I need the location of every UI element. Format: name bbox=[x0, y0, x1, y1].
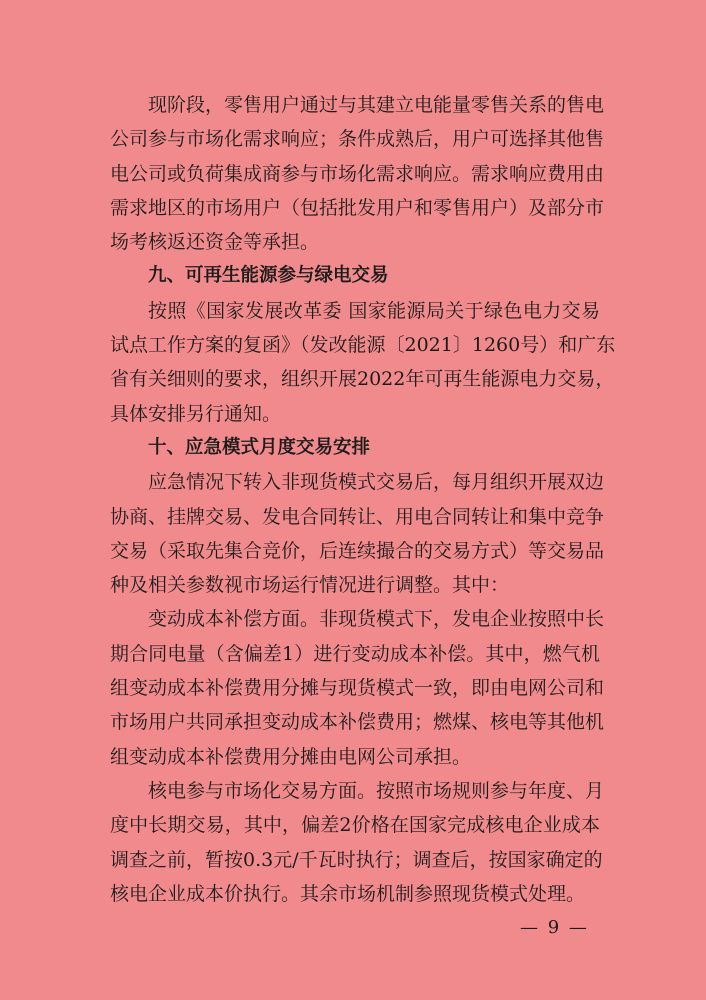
text-line: 组变动成本补偿费用分摊由电网公司承担。 bbox=[110, 745, 472, 768]
text-line: 组变动成本补偿费用分摊与现货模式一致，即由电网公司和 bbox=[110, 677, 605, 700]
text-line: 核电企业成本价执行。其余市场机制参照现货模式处理。 bbox=[110, 882, 586, 905]
paragraph-market-demand-response bbox=[110, 88, 605, 259]
text-line: 电公司或负荷集成商参与市场化需求响应。需求响应费用由 bbox=[110, 162, 605, 185]
text-line: 应急情况下转入非现货模式交易后，每月组织开展双边 bbox=[148, 471, 605, 494]
text-line: 按照《国家发展改革委 国家能源局关于绿色电力交易 bbox=[148, 299, 600, 322]
text-line: 种及相关参数视市场运行情况进行调整。其中： bbox=[110, 574, 510, 597]
text-line: 变动成本补偿方面。非现货模式下，发电企业按照中长 bbox=[148, 608, 605, 631]
text-line: 调查之前，暂按0.3元/千瓦时执行；调查后，按国家确定的 bbox=[110, 848, 603, 871]
text-line: 需求地区的市场用户（包括批发用户和零售用户）及部分市 bbox=[110, 196, 605, 219]
page-number: — 9 — bbox=[520, 917, 589, 938]
text-line: 期合同电量（含偏差1）进行变动成本补偿。其中，燃气机 bbox=[110, 642, 600, 665]
paragraph-variable-cost-compensation bbox=[110, 602, 605, 773]
text-line: 现阶段，零售用户通过与其建立电能量零售关系的售电 bbox=[148, 94, 605, 116]
text-line: 交易（采取先集合竞价，后连续撮合的交易方式）等交易品 bbox=[110, 539, 605, 562]
document-body bbox=[110, 88, 616, 911]
section-heading-emergency-mode: 十、应急模式月度交易安排 bbox=[148, 436, 371, 458]
paragraph-nuclear-market-trading bbox=[110, 774, 605, 911]
text-line: 公司参与市场化需求响应；条件成熟后，用户可选择其他售 bbox=[110, 128, 605, 151]
text-line: 协商、挂牌交易、发电合同转让、用电合同转让和集中竞争 bbox=[110, 505, 605, 528]
text-line: 试点工作方案的复函》（发改能源〔2021〕1260号）和广东 bbox=[110, 334, 616, 357]
text-line: 市场用户共同承担变动成本补偿费用；燃煤、核电等其他机 bbox=[110, 711, 605, 734]
text-line: 场考核返还资金等承担。 bbox=[110, 231, 320, 254]
paragraph-emergency-trading bbox=[110, 465, 605, 602]
paragraph-green-power-trading bbox=[110, 294, 616, 431]
text-line: 度中长期交易，其中，偏差2价格在国家完成核电企业成本 bbox=[110, 814, 600, 837]
text-line: 具体安排另行通知。 bbox=[110, 402, 282, 425]
text-line: 核电参与市场化交易方面。按照市场规则参与年度、月 bbox=[148, 779, 605, 802]
text-line: 省有关细则的要求，组织开展2022年可再生能源电力交易， bbox=[110, 368, 615, 391]
section-heading-green-power: 九、可再生能源参与绿电交易 bbox=[148, 265, 389, 287]
